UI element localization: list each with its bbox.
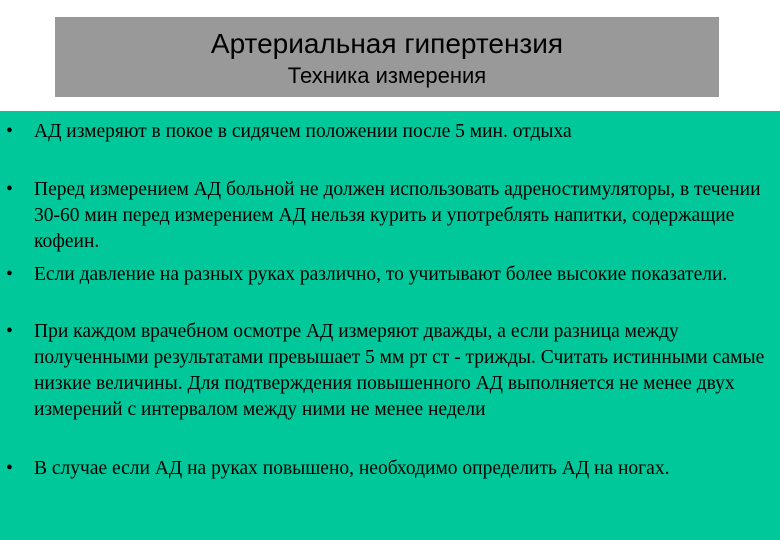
bullet-marker: • (6, 264, 13, 285)
bullet-text: Если давление на разных руках различно, то учитывают более высокие показатели. (34, 264, 728, 285)
slide-subtitle: Техника измерения (287, 63, 487, 88)
bullet-text: При каждом врачебном осмотре АД измеряют дважды, а если разница между полученными результатами превышает 5 мм рт ст - трижды. Считать истинными самые низкие величины. Для подтверждения повышенного АД выполняется не менее двух измерений с интервалом между ними не менее недели (34, 321, 765, 420)
bullet-text: Перед измерением АД больной не должен использовать адреностимуляторы, в течении 30-60 мин перед измерением АД нельзя курить и употреблять напитки, содержащие кофеин. (34, 179, 761, 252)
title-banner (55, 17, 719, 97)
slide-title: Артериальная гипертензия (210, 28, 564, 59)
content-panel (0, 111, 780, 540)
bullet-marker: • (6, 121, 13, 142)
bullet-marker: • (6, 321, 13, 342)
bullet-text: В случае если АД на руках повышено, необходимо определить АД на ногах. (34, 458, 670, 479)
bullet-marker: • (6, 179, 13, 200)
bullet-text: АД измеряют в покое в сидячем положении после 5 мин. отдыха (34, 121, 572, 142)
bullet-marker: • (6, 458, 13, 479)
